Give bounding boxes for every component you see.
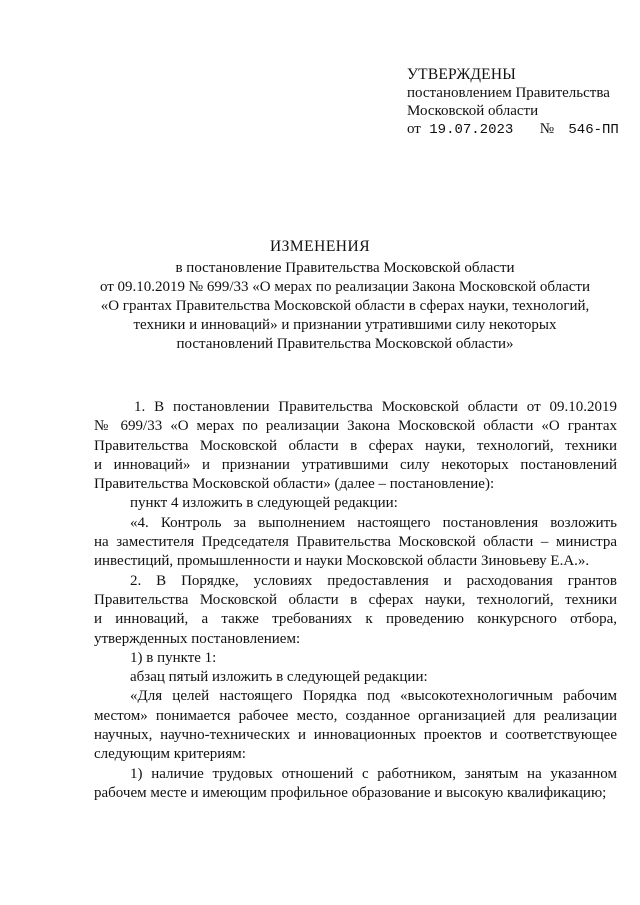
- body-line: № 699/33 «О мерах по реализации Закона Московской области «О грантах: [94, 418, 617, 435]
- body-line: 1) наличие трудовых отношений с работником, занятым на указанном: [130, 765, 617, 782]
- document-subtitle: [80, 259, 610, 354]
- body-line: абзац пятый изложить в следующей редакции:: [130, 669, 428, 686]
- body-line: пункт 4 изложить в следующей редакции:: [130, 495, 398, 512]
- body-line: инвестиций, промышленности и науки Московской области Зиновьеву Е.А.».: [94, 553, 590, 570]
- body-line: и инноваций, а также требованиях к проведению конкурсного отбора,: [94, 611, 617, 628]
- body-line: «4. Контроль за выполнением настоящего постановления возложить: [130, 514, 617, 531]
- approval-date: 19.07.2023: [429, 122, 514, 138]
- approval-title: УТВЕРЖДЕНЫ: [407, 66, 516, 83]
- body-line: 2. В Порядке, условиях предоставления и расходования грантов: [130, 572, 617, 589]
- number-label: №: [539, 121, 554, 137]
- subtitle-line: техники и инноваций» и признании утратившими силу некоторых: [133, 317, 557, 333]
- approval-stamp: [407, 66, 619, 139]
- approval-number: 546-ПП: [568, 122, 619, 138]
- body-line: Правительства Московской области в сферах науки, технологий, техники: [94, 437, 617, 454]
- body-line: Правительства Московской области в сферах науки, технологий, техники: [94, 591, 617, 608]
- document-body: [94, 398, 617, 803]
- date-label: от: [407, 121, 421, 137]
- approval-line: Московской области: [407, 103, 539, 119]
- approval-line: постановлением Правительства: [407, 85, 610, 101]
- subtitle-line: «О грантах Правительства Московской области в сферах науки, технологий,: [100, 298, 590, 314]
- body-line: научных, научно-технических и инновационных проектов и соответствующее: [94, 727, 617, 744]
- body-line: утвержденных постановлением:: [94, 630, 301, 647]
- body-line: «Для целей настоящего Порядка под «высокотехнологичным рабочим: [130, 688, 617, 705]
- body-line: местом» понимается рабочее место, созданное организацией для реализации: [94, 707, 617, 724]
- document-title: ИЗМЕНЕНИЯ: [269, 238, 371, 255]
- approval-date-row: [407, 120, 619, 139]
- body-line: и инноваций» и признании утратившими силу некоторых постановлений: [94, 456, 617, 473]
- body-line: 1. В постановлении Правительства Московской области от 09.10.2019: [134, 399, 617, 415]
- body-line: следующим критериям:: [94, 746, 246, 763]
- body-line: Правительства Московской области» (далее – постановление):: [94, 476, 495, 493]
- subtitle-line: постановлений Правительства Московской области»: [176, 336, 514, 352]
- body-line: рабочем месте и имеющим профильное образование и высокую квалификацию;: [94, 784, 607, 801]
- body-line: на заместителя Председателя Правительства Московской области – министра: [94, 534, 617, 551]
- body-line: 1) в пункте 1:: [130, 649, 217, 666]
- subtitle-line: в постановление Правительства Московской области: [175, 260, 515, 276]
- subtitle-line: от 09.10.2019 № 699/33 «О мерах по реализации Закона Московской области: [99, 279, 591, 295]
